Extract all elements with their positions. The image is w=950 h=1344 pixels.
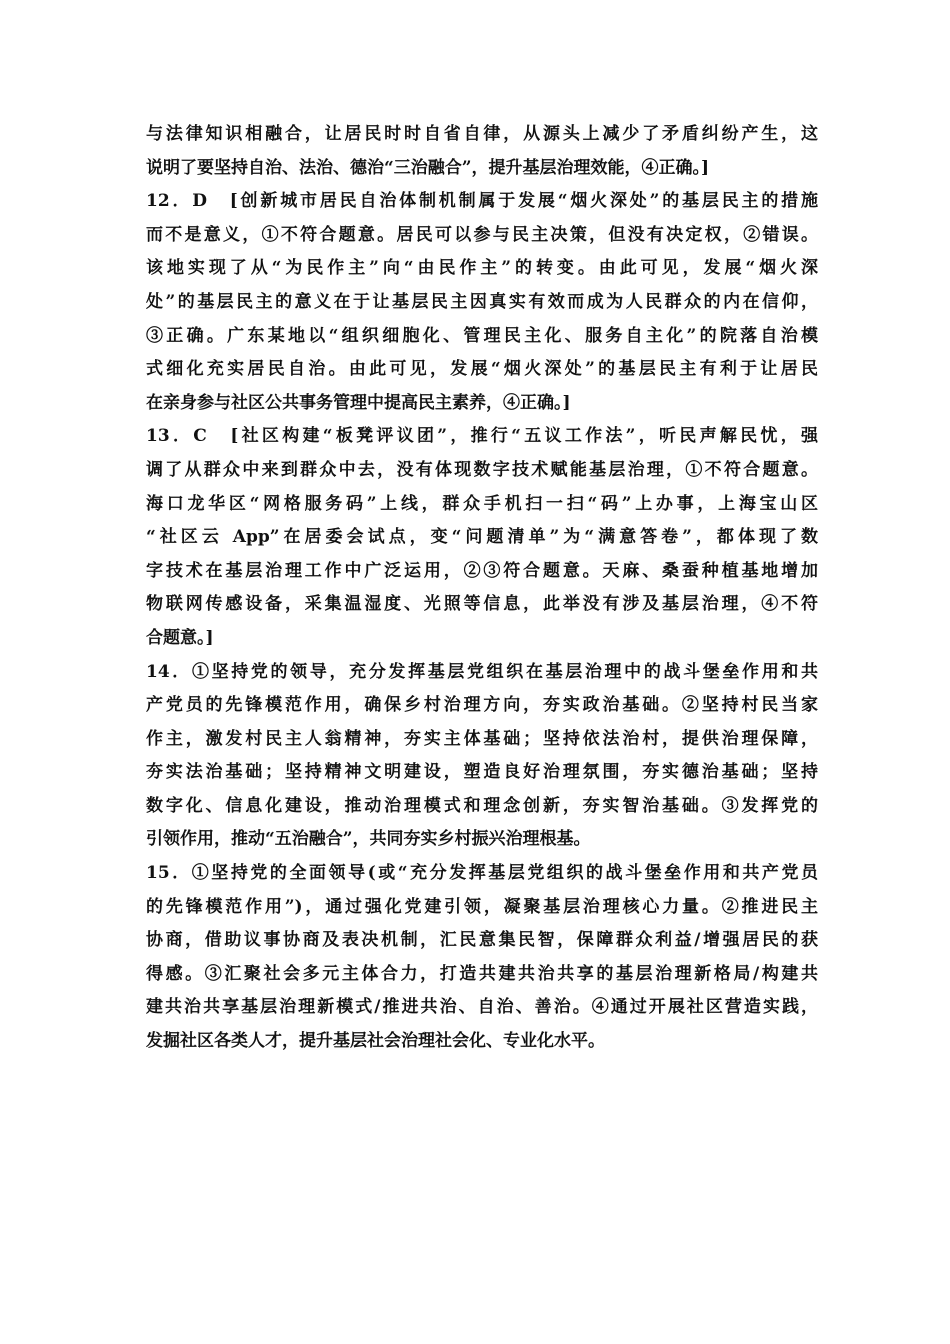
text-line: 发掘社区各类人才，提升基层社会治理社会化、专业化水平。 [146, 1031, 605, 1052]
text-line: 海口龙华区“网格服务码”上线，群众手机扫一扫“码”上办事，上海宝山区 [146, 493, 818, 514]
text-line: ③正确。广东某地以“组织细胞化、管理民主化、服务自主化”的院落自治模 [146, 325, 818, 346]
text-line: 在亲身参与社区公共事务管理中提高民主素养，④正确。] [146, 392, 571, 413]
text-line: 处”的基层民主的意义在于让基层民主因真实有效而成为人民群众的内在信仰， [146, 291, 818, 312]
answer-14 [146, 656, 818, 858]
text-line: “社区云 App”在居委会试点，变“问题清单”为“满意答卷”，都体现了数 [146, 527, 818, 548]
text-line: 数字化、信息化建设，推动治理模式和理念创新，夯实智治基础。③发挥党的 [146, 795, 818, 816]
answer-12 [146, 185, 818, 420]
text-line: 而不是意义，①不符合题意。居民可以参与民主决策，但没有决定权，②错误。 [146, 224, 818, 245]
text-line: 作主，激发村民主人翁精神，夯实主体基础；坚持依法治村，提供治理保障， [146, 728, 818, 749]
text-line: 物联网传感设备，采集温湿度、光照等信息，此举没有涉及基层治理，④不符 [146, 594, 818, 615]
text-line: 的先锋模范作用”)，通过强化党建引领，凝聚基层治理核心力量。②推进民主 [146, 896, 818, 917]
text-line: 夯实法治基础；坚持精神文明建设，塑造良好治理氛围，夯实德治基础；坚持 [146, 762, 818, 783]
text-line: 与法律知识相融合，让居民时时自省自律，从源头上减少了矛盾纠纷产生，这 [146, 124, 818, 144]
answer-page [146, 118, 818, 1059]
text-line: 14．①坚持党的领导，充分发挥基层党组织在基层治理中的战斗堡垒作用和共 [146, 661, 818, 682]
text-line: 字技术在基层治理工作中广泛运用，②③符合题意。天麻、桑蚕种植基地增加 [146, 560, 818, 581]
answer-continuation [146, 118, 818, 185]
answer-15 [146, 857, 818, 1059]
text-line: 合题意。] [146, 627, 214, 648]
text-line: 13．C [社区构建“板凳评议团”，推行“五议工作法”，听民声解民忧，强 [146, 426, 818, 447]
text-line: 说明了要坚持自治、法治、德治“三治融合”，提升基层治理效能，④正确。] [146, 157, 710, 178]
text-line: 15．①坚持党的全面领导(或“充分发挥基层党组织的战斗堡垒作用和共产党员 [146, 863, 818, 884]
text-line: 产党员的先锋模范作用，确保乡村治理方向，夯实政治基础。②坚持村民当家 [146, 695, 818, 716]
text-line: 该地实现了从“为民作主”向“由民作主”的转变。由此可见，发展“烟火深 [146, 258, 818, 279]
text-line: 调了从群众中来到群众中去，没有体现数字技术赋能基层治理，①不符合题意。 [146, 459, 818, 480]
text-line: 得感。③汇聚社会多元主体合力，打造共建共治共享的基层治理新格局/构建共 [146, 963, 818, 984]
text-line: 建共治共享基层治理新模式/推进共治、自治、善治。④通过开展社区营造实践， [146, 997, 818, 1018]
text-line: 协商，借助议事协商及表决机制，汇民意集民智，保障群众利益/增强居民的获 [146, 930, 818, 951]
text-line: 12．D [创新城市居民自治体制机制属于发展“烟火深处”的基层民主的措施 [146, 191, 818, 212]
answer-13 [146, 420, 818, 655]
text-line: 引领作用，推动“五治融合”，共同夯实乡村振兴治理根基。 [146, 829, 591, 850]
text-line: 式细化充实居民自治。由此可见，发展“烟火深处”的基层民主有利于让居民 [146, 359, 818, 380]
